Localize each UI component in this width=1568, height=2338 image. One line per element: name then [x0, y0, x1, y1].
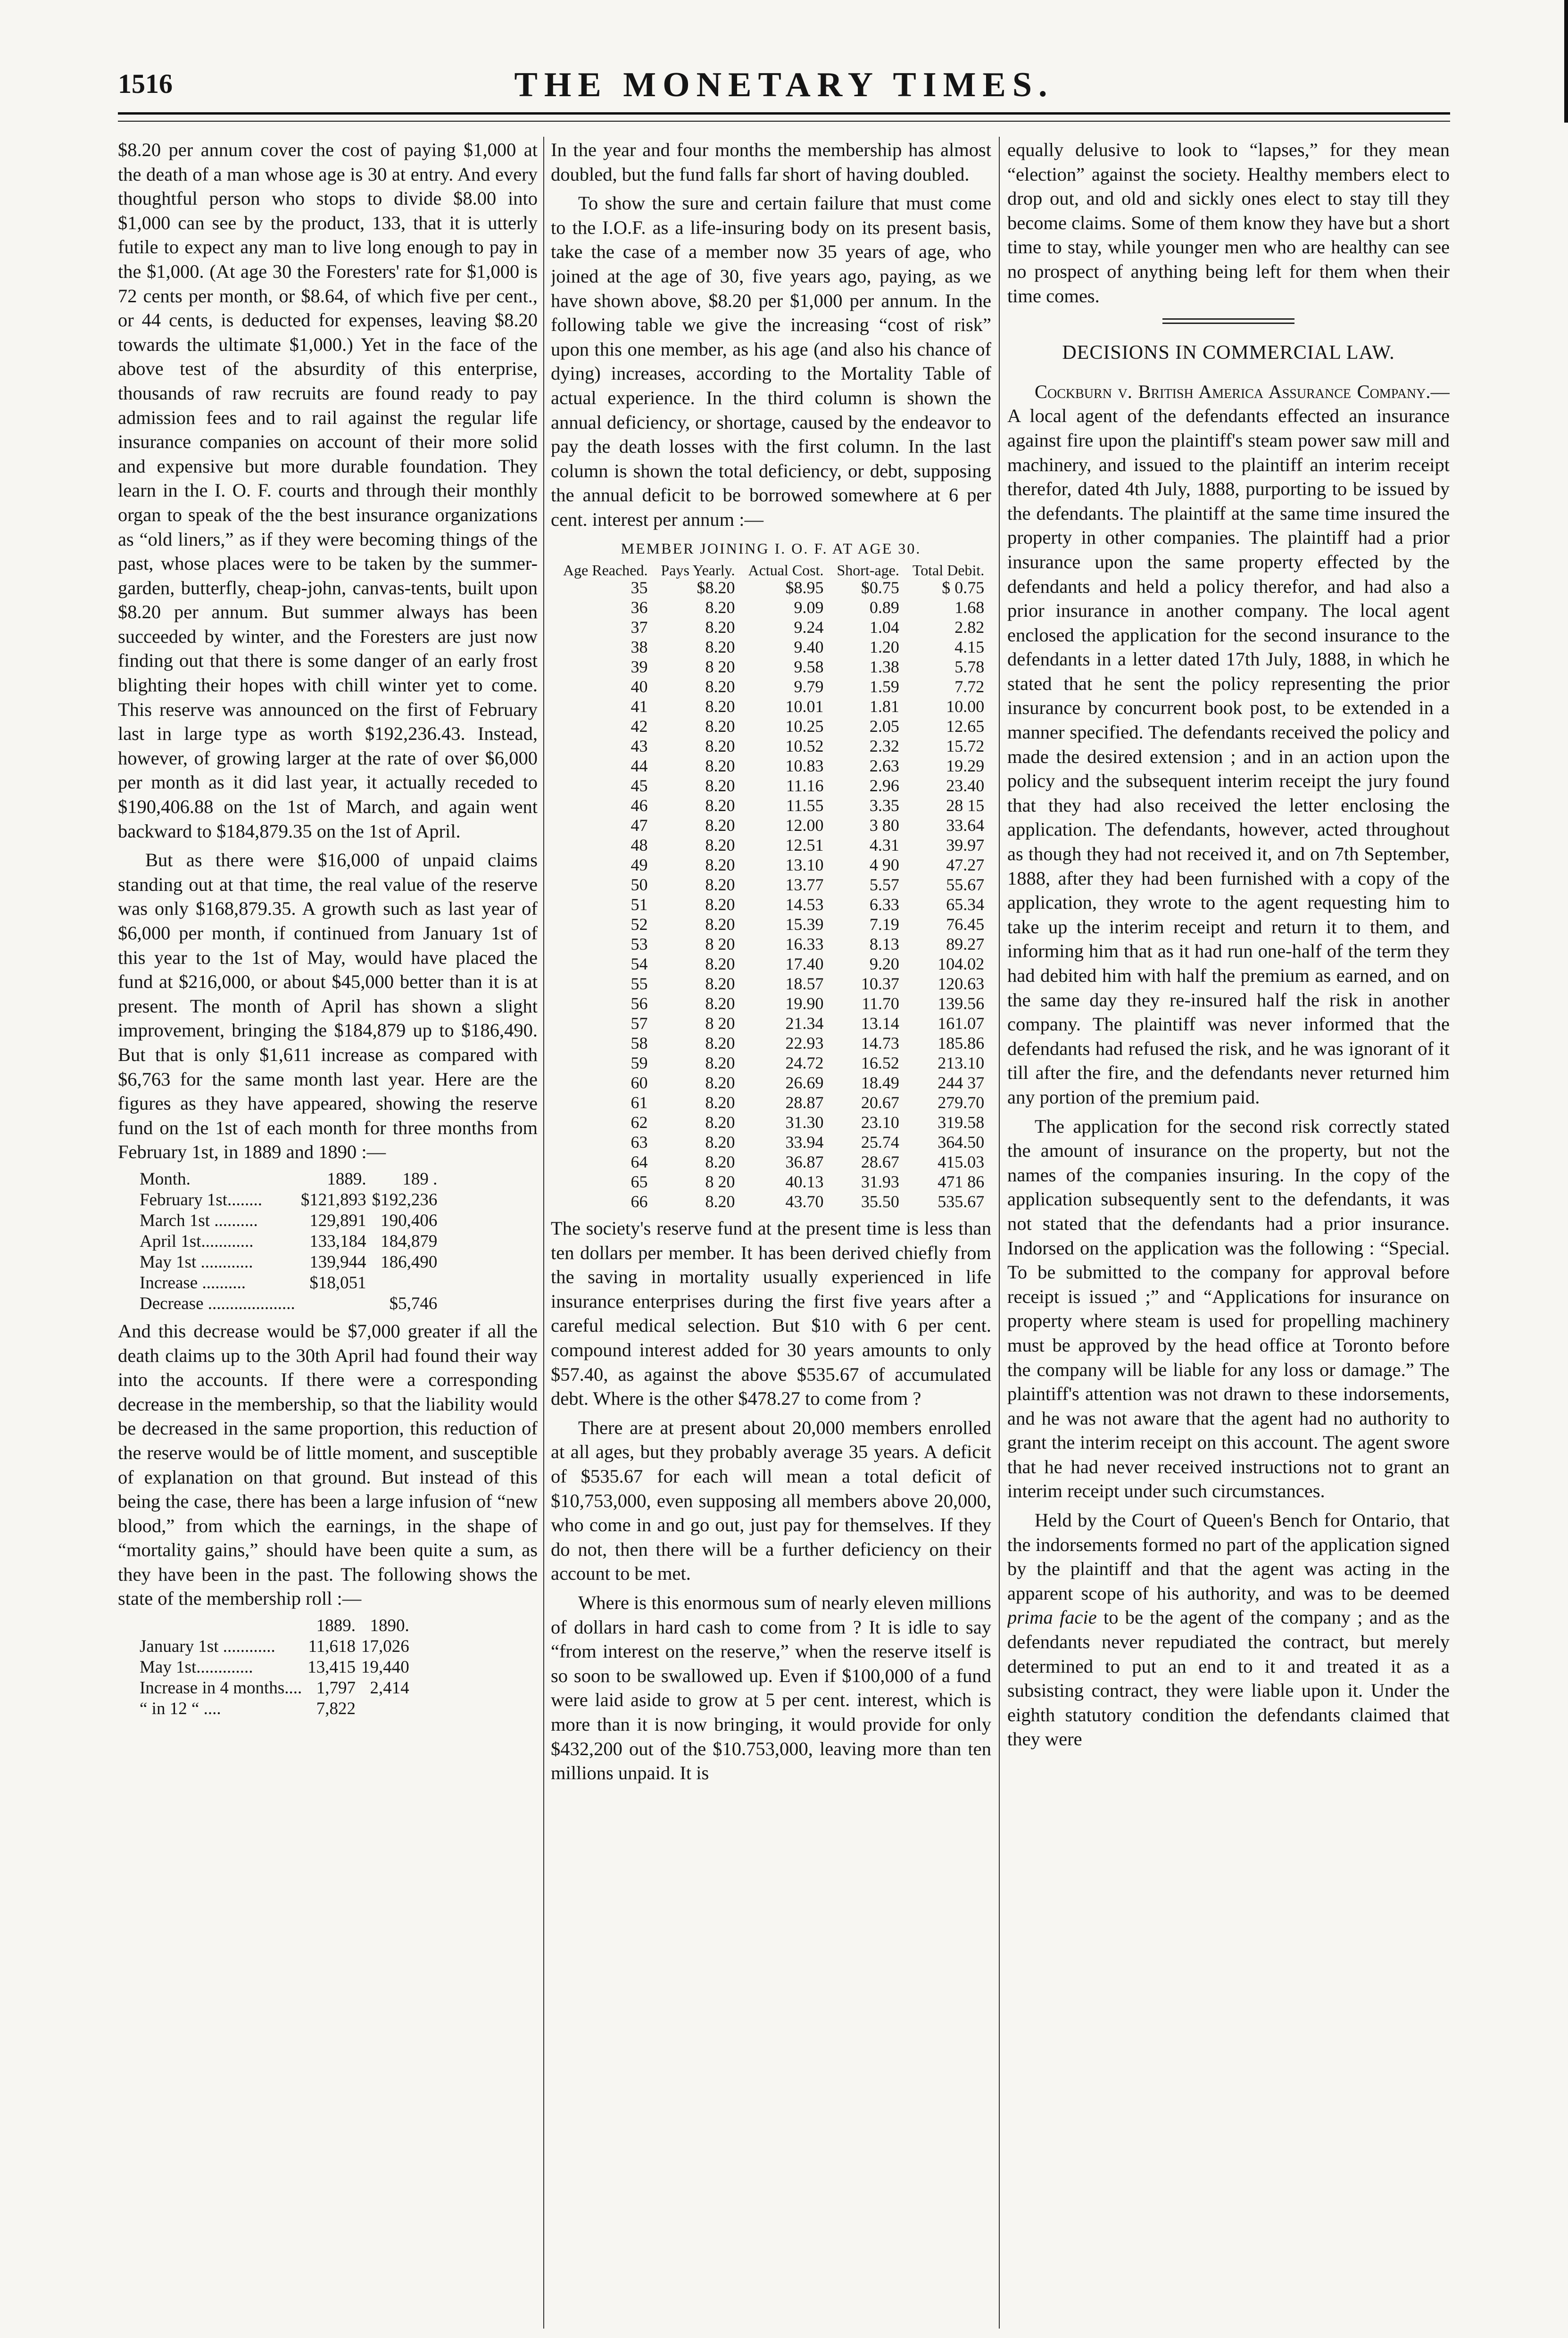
- column-header: Actual Cost.: [748, 562, 824, 579]
- table-cell: 8.20: [705, 598, 735, 617]
- table-cell: 33.94: [785, 1133, 824, 1152]
- table-cell: 139,944: [309, 1252, 366, 1272]
- column-1: [118, 138, 538, 2329]
- table-cell: 8.20: [705, 1093, 735, 1112]
- paragraph: [1007, 1508, 1450, 1751]
- table-cell: 56: [631, 994, 648, 1013]
- table-row: [556, 696, 991, 716]
- page-number: 1516: [118, 68, 173, 99]
- table-cell: 4.15: [954, 638, 985, 657]
- table-row: [556, 597, 991, 617]
- table-cell: 8.20: [705, 737, 735, 756]
- table-cell: 7.72: [954, 677, 985, 696]
- table-cell: 2,414: [370, 1678, 409, 1698]
- table-row: [556, 815, 991, 835]
- table-row: [556, 736, 991, 756]
- table-cell: 1.38: [869, 657, 899, 677]
- paragraph: The application for the second risk correctly stated the amount of insurance on the property, but not the names of the companies insuring. In the copy of the application subsequently sent to the defendants, it was not stated that the defendants had a prior insurance. Indorsed on the application was the following : “Special. To be submitted to the company for approval before receipt is issued ;” and “Applications for insurance on property where steam is used for propelling machinery must be approved by the head office at Toronto before the company will be liable for any loss or damage.” The plaintiff's attention was not drawn to these indorsements, and he was not aware that the agent had no authority to grant the interim receipt on this account. The agent swore that he had never received instructions not to grant an interim receipt under such circumstances.: [1007, 1115, 1450, 1502]
- column-header: 1890.: [370, 1616, 409, 1636]
- table-cell: 11.16: [786, 776, 824, 796]
- table-cell: [298, 1293, 369, 1314]
- table-cell: 17,026: [361, 1637, 409, 1657]
- table-cell: 28.67: [861, 1152, 899, 1172]
- table-cell: 55.67: [946, 875, 985, 895]
- table-cell: 9.20: [869, 954, 899, 974]
- table-cell: 5.57: [869, 875, 899, 895]
- table-cell: 190,406: [381, 1210, 438, 1230]
- table-cell: $ 0.75: [942, 578, 985, 597]
- table-cell: Decrease ....................: [140, 1293, 295, 1313]
- table-cell: 36: [631, 598, 648, 617]
- section-title: DECISIONS IN COMMERCIAL LAW.: [1062, 342, 1395, 364]
- table-cell: 15.72: [946, 737, 985, 756]
- table-row: [556, 914, 991, 934]
- table-cell: Increase in 4 months....: [140, 1678, 302, 1698]
- table-cell: 44: [631, 756, 648, 776]
- table-cell: [369, 1273, 440, 1293]
- table-cell: 43: [631, 737, 648, 756]
- table-cell: 10.25: [785, 717, 824, 736]
- table-cell: 59: [631, 1053, 648, 1073]
- membership-table: [137, 1616, 412, 1719]
- table-cell: $18,051: [309, 1273, 366, 1293]
- table-cell: 51: [631, 895, 648, 914]
- table-row: [556, 994, 991, 1013]
- table-cell: 13.14: [861, 1014, 899, 1033]
- table-cell: 8.20: [705, 1133, 735, 1152]
- table-cell: 7,822: [316, 1699, 356, 1719]
- table-cell: 18.49: [861, 1073, 899, 1093]
- table-cell: 28.87: [785, 1093, 824, 1112]
- table-cell: March 1st ..........: [140, 1210, 258, 1230]
- table-cell: 1.04: [869, 618, 899, 637]
- table-cell: 8.20: [705, 638, 735, 657]
- table-cell: 25.74: [861, 1133, 899, 1152]
- table-cell: 11,618: [308, 1637, 356, 1657]
- table-cell: 8.20: [705, 954, 735, 974]
- paragraph: $8.20 per annum cover the cost of paying $1,000 at the death of a man whose age is 30 at entry. And every thoughtful person who stops to divide $8.00 into $1,000 can see by the product, 133, that it is utterly futile to expect any man to live long enough to pay in the $1,000. (At age 30 the Foresters' rate for $1,000 is 72 cents per month, or $8.64, of which five per cent., or 44 cents, is deducted for expenses, leaving $8.20 towards the ultimate $1,000.) Yet in the face of the above test of the absurdity of this enterprise, thousands of raw recruits are found ready to pay admission fees and to rail against the regular life insurance companies on account of their more solid and expensive but more durable foundation. They learn in the I. O. F. courts and through their monthly organ to speak of the the best insurance organizations as “old liners,” as if they were becoming things of the past, whose places were to be taken by the summer-garden, butterfly, cheap-john, canvas-tents, built upon $8.20 per annum. But summer always has been succeeded by winter, and the Foresters are just now finding out that there is some danger of an early frost blighting their hopes with chill winter yet to come. This reserve was announced on the first of February last in large type as worth $192,236.43. Instead, however, of growing larger at the rate of over $6,000 per month as it did last year, it actually receded to $190,406.88 on the 1st of March, and again went backward to $184,879.35 on the 1st of April.: [118, 139, 538, 842]
- case-title: Cockburn v. British America Assurance Company.: [1035, 381, 1431, 402]
- table-cell: 9.58: [794, 657, 824, 677]
- table-cell: 40.13: [785, 1172, 824, 1192]
- table-cell: 10.52: [785, 737, 824, 756]
- table-row: [137, 1231, 440, 1252]
- table-cell: 63: [631, 1133, 648, 1152]
- table-row: [556, 875, 991, 895]
- table-cell: Increase ..........: [140, 1273, 246, 1293]
- header-rule-thick: [118, 112, 1450, 115]
- table-cell: 1,797: [316, 1678, 356, 1698]
- table-cell: 61: [631, 1093, 648, 1112]
- paragraph: [1007, 380, 1450, 1110]
- table-cell: 8.20: [705, 875, 735, 895]
- table-cell: 8.20: [705, 1034, 735, 1053]
- table-cell: 8.20: [705, 618, 735, 637]
- table-cell: 8 20: [705, 1172, 735, 1192]
- table-cell: 2.96: [869, 776, 899, 796]
- table-cell: 2.05: [869, 717, 899, 736]
- table-cell: “ in 12 “ ....: [140, 1699, 221, 1719]
- table-row: [137, 1678, 412, 1699]
- table-row: [137, 1657, 412, 1678]
- table-cell: 26.69: [785, 1073, 824, 1093]
- table-cell: 8.20: [705, 796, 735, 815]
- table-row: [137, 1699, 412, 1719]
- table-cell: 0.89: [869, 598, 899, 617]
- table-cell: 11.55: [786, 796, 824, 815]
- table-cell: 10.37: [861, 974, 899, 994]
- table-cell: 54: [631, 954, 648, 974]
- table-row: [556, 796, 991, 815]
- table-cell: 364.50: [937, 1133, 985, 1152]
- table-cell: 7.19: [869, 915, 899, 934]
- table-cell: 37: [631, 618, 648, 637]
- column-header: [137, 1616, 305, 1636]
- table-cell: 64: [631, 1152, 648, 1172]
- table-row: [556, 1093, 991, 1112]
- table-row: [556, 716, 991, 736]
- held-text-cont: to be the agent of the company ; and as the defendants never repudiated the contract, but merely determined to put an end to it and treated it as a subsisting contract, they were liable upon it. Under the eighth statutory condition the defendants claimed that they were: [1007, 1607, 1450, 1750]
- italic-term: prima facie: [1007, 1607, 1097, 1628]
- column-header: Month.: [140, 1169, 191, 1189]
- cost-of-risk-table: [556, 563, 991, 1211]
- table-cell: 161.07: [937, 1014, 985, 1033]
- table-header-row: [137, 1616, 412, 1636]
- table-cell: 13.10: [785, 855, 824, 875]
- section-divider: [1162, 318, 1294, 320]
- table-cell: $8.20: [697, 578, 735, 597]
- paragraph: equally delusive to look to “lapses,” for they mean “election” against the society. Healthy members elect to drop out, and old and sickly ones elect to stay till they become claims. Some of them know they have but a short time to stay, while younger men who are healthy can see no prospect of anything being left for them when their time comes.: [1007, 139, 1450, 307]
- table-cell: January 1st ............: [140, 1637, 275, 1657]
- table-row: [556, 756, 991, 776]
- table-row: [556, 835, 991, 855]
- table-cell: 15.39: [785, 915, 824, 934]
- paragraph: Where is this enormous sum of nearly eleven millions of dollars in hard cash to come from ? It is idle to say “from interest on the reserve,” when the reserve itself is so soon to be swallowed up. Even if $100,000 of a fund were laid aside to grow at 5 per cent. interest, which is more than it is now bringing, it would provide for only $432,200 out of the $10.753,000, leaving more than ten millions unpaid. It is: [551, 1592, 991, 1784]
- table-cell: 1.59: [869, 677, 899, 696]
- table-row: [137, 1190, 440, 1210]
- table-cell: 65.34: [946, 895, 985, 914]
- table-cell: 2.63: [869, 756, 899, 776]
- table-cell: 139.56: [937, 994, 985, 1013]
- table-cell: 23.40: [946, 776, 985, 796]
- paragraph: There are at present about 20,000 members enrolled at all ages, but they probably average 35 years. A deficit of $535.67 for each will mean a total deficit of $10,753,000, even supposing all members above 20,000, who come in and go out, just pay for themselves. If they do not, then there will be a further deficiency on their account to be met.: [551, 1417, 991, 1584]
- table-cell: 39.97: [946, 836, 985, 855]
- case-text: —A local agent of the defendants effected an insurance against fire upon the plaintiff's steam power saw mill and machinery, and issued to the plaintiff an interim receipt therefor, dated 4th July, 1888, purporting to be issued by the defendants. The plaintiff at the same time insured the property in other companies. The plaintiff had a prior insurance upon the same property effected by the defendants and held a policy therefor, and had also a prior insurance in another company. The local agent enclosed the application for the second insurance to the defendants in a letter dated 17th July, 1888, in which he stated that he sent the policy representing the prior insurance by concurrent book post, to be extended in a manner specified. The defendants received the policy and made the desired extension ; and in an action upon the policy and the subsequent interim receipt the jury found that they had also received the letter enclosing the application. The defendants, however, acted throughout as though they had not received it, and on 7th September, 1888, after they had been furnished with a copy of the application, they wrote to the agent requesting him to take up the interim receipt and return it to them, and informing him that as it had run one-half of the term they had debited him with half the premium as earned, and on the same day they re-insured half the risk in another company. The plaintiff was never informed that the defendants had refused the risk, and he was ignorant of it till after the fire, and the defendants never returned him any portion of the premium paid.: [1007, 381, 1450, 1108]
- table-row: [556, 954, 991, 974]
- table-cell: 62: [631, 1113, 648, 1132]
- table-cell: 5.78: [954, 657, 985, 677]
- table-cell: 55: [631, 974, 648, 994]
- table-cell: 1.81: [869, 697, 899, 716]
- table-cell: $192,236: [372, 1190, 438, 1210]
- table-cell: 3 80: [869, 816, 899, 835]
- table-cell: 31.30: [785, 1113, 824, 1132]
- paragraph: To show the sure and certain failure that must come to the I.O.F. as a life-insuring body on its present basis, take the case of a member now 35 years of age, who joined at the age of 30, five years ago, paying, as we have shown above, $8.20 per $1,000 per annum. In the following table we give the increasing “cost of risk” upon this one member, as his age (and also his chance of dying) increases, according to the Mortality Table of actual experience. In the third column is shown the annual deficiency, or shortage, caused by the endeavor to pay the death losses with the first column. In the last column is shown the total deficiency, or debt, supposing the annual deficit to be borrowed somewhere at 6 per cent. interest per annum :—: [551, 192, 991, 530]
- table-row: [137, 1273, 440, 1293]
- table-cell: 9.24: [794, 618, 824, 637]
- table-cell: 66: [631, 1192, 648, 1211]
- table-cell: 6.33: [869, 895, 899, 914]
- table-cell: 1.20: [869, 638, 899, 657]
- table-cell: $0.75: [861, 578, 899, 597]
- table-cell: 47: [631, 816, 648, 835]
- table-cell: 471 86: [937, 1172, 985, 1192]
- table-cell: 2.32: [869, 737, 899, 756]
- held-text: Held by the Court of Queen's Bench for Ontario, that the indorsements formed no part of the application signed by the plaintiff and that the agent was acting in the apparent scope of his authority, and was to be deemed: [1007, 1509, 1450, 1604]
- table-row: [556, 1152, 991, 1172]
- table-cell: [358, 1699, 412, 1719]
- table-cell: 24.72: [785, 1053, 824, 1073]
- table-caption: MEMBER JOINING I. O. F. AT AGE 30.: [621, 539, 921, 557]
- table-cell: 35.50: [861, 1192, 899, 1211]
- table-cell: 13.77: [785, 875, 824, 895]
- table-cell: 3.35: [869, 796, 899, 815]
- table-cell: 9.40: [794, 638, 824, 657]
- table-cell: 133,184: [309, 1231, 366, 1251]
- table-cell: 8.20: [705, 855, 735, 875]
- table-row: [556, 1053, 991, 1073]
- table-row: [556, 895, 991, 914]
- table-cell: 8.20: [705, 717, 735, 736]
- table-cell: 535.67: [937, 1192, 985, 1211]
- table-cell: 65: [631, 1172, 648, 1192]
- column-header: Total Debit.: [912, 562, 985, 579]
- table-cell: 38: [631, 638, 648, 657]
- table-cell: 19.90: [785, 994, 824, 1013]
- table-cell: 12.65: [946, 717, 985, 736]
- table-row: [556, 657, 991, 677]
- table-cell: 8.20: [705, 994, 735, 1013]
- table-cell: February 1st........: [140, 1190, 262, 1210]
- table-cell: 9.79: [794, 677, 824, 696]
- table-cell: 8.20: [705, 836, 735, 855]
- table-row: [137, 1210, 440, 1231]
- table-cell: 42: [631, 717, 648, 736]
- table-row: [556, 974, 991, 994]
- table-cell: 40: [631, 677, 648, 696]
- table-cell: 13,415: [307, 1658, 356, 1677]
- table-cell: 12.51: [785, 836, 824, 855]
- paragraph: And this decrease would be $7,000 greater if all the death claims up to the 30th April had found their way into the accounts. If there were a corresponding decrease in the membership, so that the liability would be decreased in the same proportion, this reduction of the reserve would be of little moment, and susceptible of explanation on that ground. But instead of this being the case, there has been a large infusion of “new blood,” from which the earnings, in the shape of “mortality gains,” should have been quite a sum, as they have been in the past. The following shows the state of the membership roll :—: [118, 1320, 538, 1609]
- table-cell: 8 20: [705, 657, 735, 677]
- table-cell: 57: [631, 1014, 648, 1033]
- table-cell: $8.95: [785, 578, 824, 597]
- table-cell: $5,746: [389, 1293, 438, 1313]
- table-cell: 8.20: [705, 1053, 735, 1073]
- table-cell: 8.20: [705, 756, 735, 776]
- column-header: 189 .: [402, 1169, 438, 1189]
- table-cell: 8.20: [705, 915, 735, 934]
- table-cell: May 1st.............: [140, 1658, 253, 1677]
- table-cell: 28 15: [946, 796, 985, 815]
- table-cell: 43.70: [785, 1192, 824, 1211]
- table-cell: 8.20: [705, 776, 735, 796]
- table-cell: 49: [631, 855, 648, 875]
- table-row: [556, 617, 991, 637]
- table-row: [556, 1033, 991, 1053]
- page-edge-mark: [1564, 0, 1568, 123]
- table-row: [556, 1172, 991, 1192]
- table-cell: 8.20: [705, 816, 735, 835]
- paragraph: In the year and four months the membership has almost doubled, but the fund falls far short of having doubled.: [551, 139, 991, 185]
- table-cell: 10.01: [785, 697, 824, 716]
- table-cell: 8.20: [705, 1152, 735, 1172]
- table-cell: 104.02: [937, 954, 985, 974]
- table-row: [556, 1112, 991, 1132]
- reserve-table: [137, 1169, 440, 1314]
- table-cell: 22.93: [785, 1034, 824, 1053]
- column-header: Short-age.: [837, 562, 899, 579]
- table-cell: 41: [631, 697, 648, 716]
- table-cell: 186,490: [381, 1252, 438, 1272]
- table-cell: 4 90: [869, 855, 899, 875]
- table-cell: 120.63: [937, 974, 985, 994]
- table-row: [137, 1636, 412, 1657]
- table-cell: 23.10: [861, 1113, 899, 1132]
- table-cell: 31.93: [861, 1172, 899, 1192]
- page-header: [118, 65, 1450, 108]
- table-cell: 1.68: [954, 598, 985, 617]
- table-cell: 185.86: [937, 1034, 985, 1053]
- table-cell: 8.20: [705, 1192, 735, 1211]
- table-cell: 129,891: [309, 1210, 366, 1230]
- column-header: 1889.: [327, 1169, 366, 1189]
- table-cell: 213.10: [937, 1053, 985, 1073]
- table-row: [556, 855, 991, 875]
- column-header: 1889.: [316, 1616, 356, 1636]
- table-cell: 244 37: [937, 1073, 985, 1093]
- table-cell: 8.20: [705, 1113, 735, 1132]
- table-cell: 89.27: [946, 935, 985, 954]
- table-row: [556, 1073, 991, 1093]
- column-2: [551, 138, 991, 2329]
- table-cell: 52: [631, 915, 648, 934]
- table-cell: May 1st ............: [140, 1252, 253, 1272]
- table-cell: 8.20: [705, 974, 735, 994]
- table-cell: 19.29: [946, 756, 985, 776]
- header-rule-thin: [118, 121, 1450, 122]
- table-cell: 36.87: [785, 1152, 824, 1172]
- table-header-row: [137, 1169, 440, 1190]
- table-cell: 39: [631, 657, 648, 677]
- table-cell: 279.70: [937, 1093, 985, 1112]
- paragraph: The society's reserve fund at the present time is less than ten dollars per member. It has been derived chiefly from the saving in mortality usually experienced in life insurance enterprises during the first five years after a careful medical selection. But $10 with 6 per cent. compound interest added for 30 years amounts to only $57.40, as against the above $535.67 of accumulated debt. Where is the other $478.27 to come from ?: [551, 1218, 991, 1409]
- table-row: [556, 578, 991, 597]
- table-cell: 9.09: [794, 598, 824, 617]
- section-divider: [1162, 323, 1294, 324]
- table-cell: April 1st............: [140, 1231, 254, 1251]
- table-cell: 10.83: [785, 756, 824, 776]
- table-row: [137, 1252, 440, 1273]
- table-cell: 48: [631, 836, 648, 855]
- table-cell: 415.03: [937, 1152, 985, 1172]
- table-cell: 8.20: [705, 895, 735, 914]
- table-row: [556, 776, 991, 796]
- table-cell: 8 20: [705, 1014, 735, 1033]
- table-cell: 12.00: [785, 816, 824, 835]
- table-row: [556, 677, 991, 696]
- table-cell: 319.58: [937, 1113, 985, 1132]
- table-cell: 10.00: [946, 697, 985, 716]
- table-cell: 2.82: [954, 618, 985, 637]
- table-cell: 8.20: [705, 697, 735, 716]
- paragraph: But as there were $16,000 of unpaid claims standing out at that time, the real value of the reserve was only $168,879.35. A growth such as last year of $6,000 per month, if continued from January 1st of this year to the 1st of May, would have placed the fund at $216,000, or about $45,000 better than it is at present. The month of April has shown a slight improvement, bringing the $184,879 up to $186,490. But that is only $1,611 increase as compared with $6,763 for the same month last year. Here are the figures as they have appeared, showing the reserve fund on the 1st of each month for three months from February 1st, in 1889 and 1890 :—: [118, 849, 538, 1163]
- table-cell: 8.20: [705, 677, 735, 696]
- table-cell: 20.67: [861, 1093, 899, 1112]
- table-cell: 8.20: [705, 1073, 735, 1093]
- table-cell: 50: [631, 875, 648, 895]
- table-cell: 58: [631, 1034, 648, 1053]
- table-cell: 14.53: [785, 895, 824, 914]
- table-cell: 60: [631, 1073, 648, 1093]
- column-header: Age Reached.: [563, 562, 648, 579]
- column-3: [1007, 138, 1450, 2329]
- column-header: Pays Yearly.: [661, 562, 735, 579]
- table-cell: 8 20: [705, 935, 735, 954]
- table-cell: 35: [631, 578, 648, 597]
- table-cell: 45: [631, 776, 648, 796]
- table-cell: 53: [631, 935, 648, 954]
- table-cell: 16.33: [785, 935, 824, 954]
- table-row: [556, 1192, 991, 1211]
- table-row: [556, 637, 991, 657]
- masthead-title: THE MONETARY TIMES.: [514, 66, 1054, 104]
- table-cell: 33.64: [946, 816, 985, 835]
- table-cell: 16.52: [861, 1053, 899, 1073]
- column-divider: [543, 137, 544, 2329]
- table-row: [556, 1013, 991, 1033]
- table-cell: 11.70: [862, 994, 899, 1013]
- column-divider: [999, 137, 1000, 2329]
- table-cell: 76.45: [946, 915, 985, 934]
- table-row: [556, 934, 991, 954]
- table-row: [556, 1132, 991, 1152]
- table-cell: 14.73: [861, 1034, 899, 1053]
- table-cell: 18.57: [785, 974, 824, 994]
- table-cell: 47.27: [946, 855, 985, 875]
- table-cell: 19,440: [361, 1658, 409, 1677]
- table-cell: 46: [631, 796, 648, 815]
- table-cell: 8.13: [869, 935, 899, 954]
- table-cell: 21.34: [785, 1014, 824, 1033]
- table-cell: 184,879: [381, 1231, 438, 1251]
- table-cell: 17.40: [785, 954, 824, 974]
- table-cell: $121,893: [300, 1190, 366, 1210]
- table-row: [137, 1293, 440, 1314]
- table-cell: 4.31: [869, 836, 899, 855]
